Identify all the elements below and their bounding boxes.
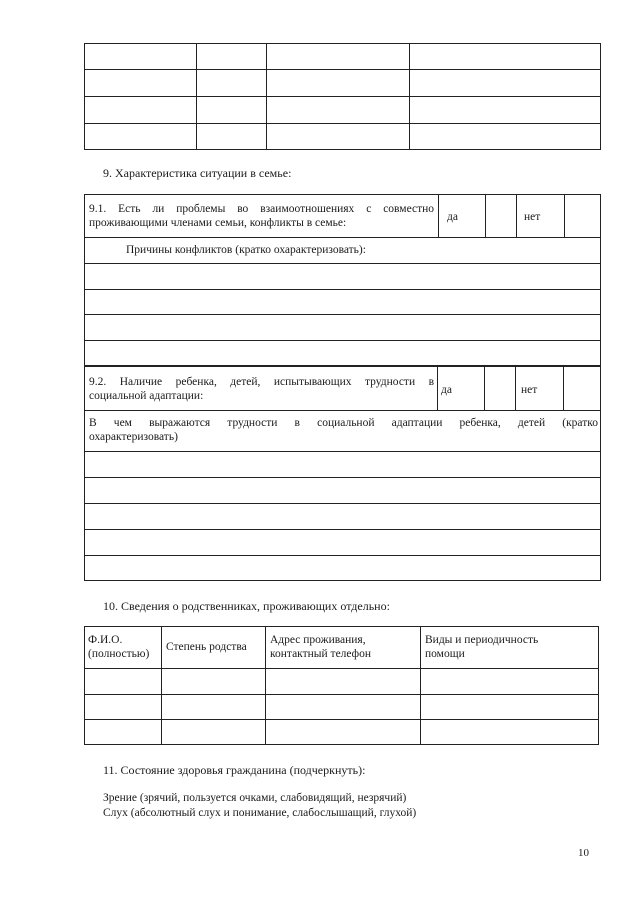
table-row-divider [85,96,600,97]
hearing-options[interactable]: Слух (абсолютный слух и понимание, слабослышащий, глухой) [103,807,417,819]
answer-yes-checkbox[interactable] [484,367,516,410]
section-11-heading: 11. Состояние здоровья гражданина (подчеркнуть): [103,763,366,777]
section-9-heading: 9. Характеристика ситуации в семье: [103,166,292,180]
table-row[interactable] [85,669,598,694]
conflict-reasons-line[interactable] [85,264,600,289]
table-row[interactable] [85,720,598,744]
answer-no-label: нет [524,211,541,223]
conflict-reasons-line[interactable] [85,341,600,365]
family-conflicts-table [84,194,601,366]
answer-yes-label: да [441,384,452,396]
continuation-table [84,43,601,150]
question-9-2-line1: 9.2. Наличие ребенка, детей, испытывающих трудности в [89,376,434,388]
column-header-line: помощи [425,648,465,660]
column-header-assistance [425,633,538,661]
table-row[interactable] [85,695,598,719]
column-header-relationship [166,640,247,654]
column-header-line: контактный телефон [270,648,372,660]
answer-no-label: нет [521,384,538,396]
answer-no-checkbox[interactable] [563,367,602,410]
question-9-2-line2: социальной адаптации: [89,390,204,402]
vision-options[interactable]: Зрение (зрячий, пользуется очками, слабовидящий, незрячий) [103,792,407,804]
adaptation-difficulty-line[interactable] [85,478,600,503]
table-row-divider [85,123,600,124]
adaptation-difficulty-line2: охарактеризовать) [89,431,178,443]
table-row-divider [85,237,600,238]
cell-divider [438,195,439,237]
column-header-line: Виды и периодичность [425,634,539,646]
table-column-divider [266,44,267,149]
column-header-address [270,633,371,661]
table-column-divider [409,44,410,149]
conflict-reasons-label: Причины конфликтов (кратко охарактеризовать): [126,244,366,256]
social-adaptation-table [84,366,601,581]
adaptation-difficulty-line[interactable] [85,452,600,477]
page-number: 10 [578,847,589,859]
answer-no-checkbox[interactable] [564,195,602,237]
table-column-divider [196,44,197,149]
column-header-line: Адрес проживания, [270,634,366,646]
relatives-table [84,626,599,745]
conflict-reasons-line[interactable] [85,315,600,339]
conflict-reasons-line[interactable] [85,290,600,314]
question-9-1-line2: проживающими членами семьи, конфликты в семье: [89,217,347,229]
section-10-heading: 10. Сведения о родственниках, проживающих отдельно: [103,599,390,613]
adaptation-difficulty-line[interactable] [85,504,600,528]
answer-yes-checkbox[interactable] [485,195,517,237]
column-header-line: Степень родства [166,641,247,653]
question-9-1-line1: 9.1. Есть ли проблемы во взаимоотношениях с совместно [89,203,434,215]
answer-yes-label: да [447,211,458,223]
column-header-line: Ф.И.О. [88,634,123,646]
cell-divider [437,367,438,410]
table-row-divider [85,69,600,70]
column-header-full-name [88,633,149,661]
adaptation-difficulty-line1: В чем выражаются трудности в социальной адаптации ребенка, детей (кратко [89,417,598,429]
adaptation-difficulty-line[interactable] [85,530,600,554]
table-row-divider [85,410,600,411]
adaptation-difficulty-line[interactable] [85,556,600,580]
column-header-line: (полностью) [88,648,150,660]
